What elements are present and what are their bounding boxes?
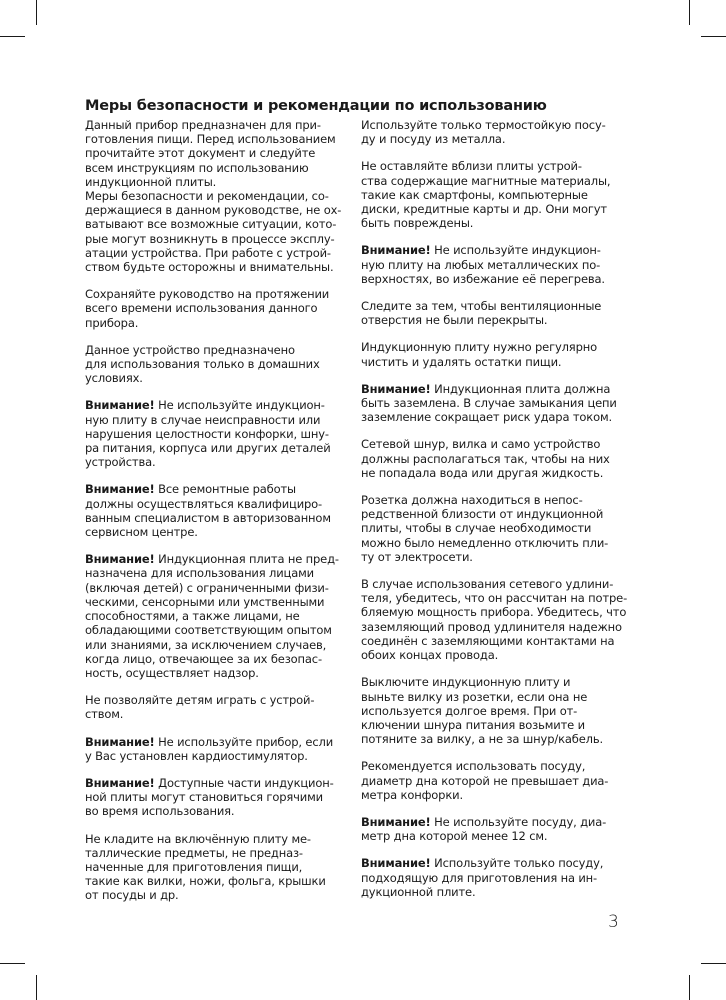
paragraph [361, 577, 629, 662]
paragraph-text: Не позволяйте детям играть с устрой- ством. [85, 693, 315, 722]
paragraph-text: Выключите индукционную плиту и выньте вилку из розетки, если она не используется долгое время. При от- ключении шнура питания возьмите и потяните за вилку, а не за шнур/кабель. [361, 675, 603, 747]
paragraph [361, 159, 629, 230]
warning-label: Внимание! [85, 482, 155, 497]
paragraph-text: Не используйте индукцион- ную плиту на любых металлических по- верхностях, во избежание её перегрева. [361, 243, 605, 286]
paragraph [85, 482, 353, 539]
crop-mark-bottom-right [689, 975, 690, 1000]
paragraph [361, 243, 629, 286]
crop-mark-top-right [689, 0, 690, 25]
paragraph [361, 493, 629, 564]
paragraph-text: Данное устройство предназначено для использования только в домашних условиях. [85, 342, 320, 386]
paragraph [361, 437, 629, 480]
paragraph-text: В случае использования сетевого удлини- теля, убедитесь, что он рассчитан на потре- бляемую мощность прибора. Убедитесь, что заземляющий провод удлинителя надежно соединён с заземляющими контактами на обоих концах провода. [361, 577, 628, 663]
crop-mark-bottom-left-h [0, 963, 25, 964]
paragraph [361, 299, 629, 327]
paragraph-text: Используйте только посуду, подходящую для приготовления на ин- дукционной плите. [361, 856, 604, 899]
paragraph [85, 343, 353, 386]
paragraph [361, 759, 629, 802]
paragraph [85, 776, 353, 819]
crop-mark-top-left-h [0, 36, 25, 37]
paragraph-text: Не используйте прибор, если у Вас установлен кардиостимулятор. [85, 734, 334, 763]
warning-label: Внимание! [361, 381, 431, 396]
paragraph-text: Сохраняйте руководство на протяжении всего времени использования данного прибора. [85, 287, 330, 330]
crop-mark-bottom-left [36, 975, 37, 1000]
paragraph-text: Не используйте посуду, диа- метр дна которой менее 12 см. [361, 814, 607, 844]
warning-label: Внимание! [85, 552, 155, 567]
warning-label: Внимание! [85, 734, 155, 749]
paragraph [85, 552, 353, 680]
paragraph [85, 118, 353, 274]
paragraph-text: Не оставляйте вблизи плиты устрой- ства содержащие магнитные материалы, такие как смартфоны, компьютерные диски, кредитные карты и др. Они могут быть повреждены. [361, 159, 611, 231]
right-column [361, 118, 629, 912]
paragraph-text: Розетка должна находиться в непос- редственной близости от индукционной плиты, чтобы в случае необходимости можно было немедленно отключить пли- ту от электросети. [361, 493, 609, 564]
paragraph [85, 693, 353, 721]
paragraph [85, 287, 353, 330]
paragraph [361, 856, 629, 899]
paragraph [361, 815, 629, 843]
warning-label: Внимание! [361, 243, 431, 258]
paragraph-text: Не используйте индукцион- ную плиту в случае неисправности или нарушения целостности конфорки, шну- ра питания, корпуса или других деталей устройства. [85, 398, 331, 470]
paragraph-text: Индукционная плита должна быть заземлена. В случае замыкания цепи заземление сокращает риск удара током. [361, 381, 617, 425]
paragraph [361, 340, 629, 368]
paragraph [85, 735, 353, 763]
paragraph-text: Следите за тем, чтобы вентиляционные отверстия не были перекрыты. [361, 299, 602, 328]
paragraph [361, 382, 629, 425]
paragraph-text: Индукционная плита не пред- назначена для использования лицами (включая детей) с ограниченными физи- ческими, сенсорными или умственными способностями, а также лицами, не обладающими соответствующим опытом или знаниями, за исключением случаев, когда лицо, отвечающее за их безопас- ность, осуществляет надзор. [85, 552, 339, 680]
paragraph-text: Рекомендуется использовать посуду, диаметр дна которой не превышает диа- метра конфорки. [361, 759, 609, 802]
paragraph-text: Сетевой шнур, вилка и само устройство должны располагаться так, чтобы на них не попадала вода или другая жидкость. [361, 437, 610, 480]
warning-label: Внимание! [361, 814, 431, 829]
page-number: 3 [608, 912, 619, 932]
warning-label: Внимание! [361, 856, 431, 871]
page-title: Меры безопасности и рекомендации по использованию [85, 97, 547, 114]
paragraph [85, 832, 353, 903]
left-column [85, 118, 353, 916]
crop-mark-bottom-right-h [701, 963, 726, 964]
crop-mark-top-left [36, 0, 37, 25]
paragraph [85, 398, 353, 469]
crop-mark-top-right-h [701, 36, 726, 37]
paragraph [361, 118, 629, 146]
paragraph-text: Индукционную плиту нужно регулярно чистить и удалять остатки пищи. [361, 340, 597, 369]
warning-label: Внимание! [85, 775, 155, 790]
paragraph-text: Доступные части индукцион- ной плиты могут становиться горячими во время использования. [85, 775, 334, 819]
paragraph-text: Данный прибор предназначен для при- готовления пищи. Перед использованием прочитайте этот документ и следуйте всем инструкциям по использованию индукционной плиты. Меры безопасности и рекомендации, со- держащиеся в данном руководстве, не ох- ватывают все возможные ситуации, кото- рые могут возникнуть в процессе эксплу- атации устройства. При работе с устрой- ством будьте осторожны и внимательны. [85, 118, 342, 275]
warning-label: Внимание! [85, 398, 155, 413]
paragraph-text: Все ремонтные работы должны осуществляться квалифициро- ванным специалистом в авторизованном сервисном центре. [85, 482, 331, 540]
paragraph [361, 675, 629, 746]
paragraph-text: Не кладите на включённую плиту ме- таллические предметы, не предназ- наченные для приготовления пищи, такие как вилки, ножи, фольга, крышки от посуды и др. [85, 831, 326, 903]
paragraph-text: Используйте только термостойкую посу- ду и посуду из металла. [361, 118, 606, 147]
